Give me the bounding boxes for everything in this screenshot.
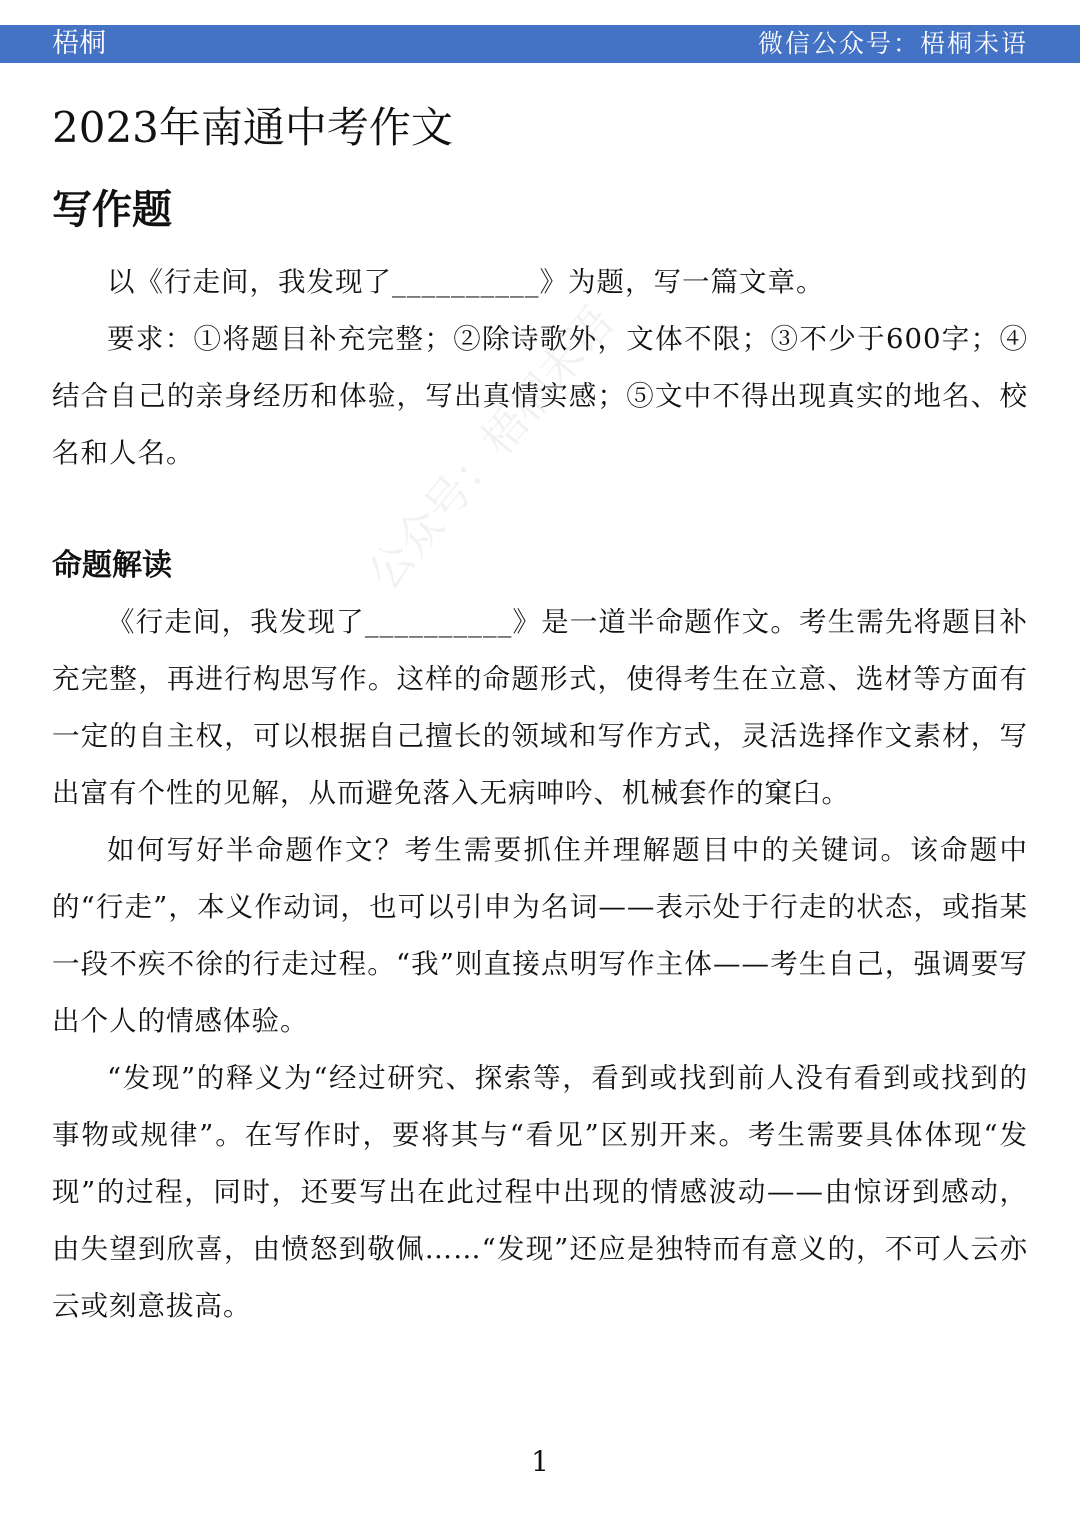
header-right-label: 微信公众号：梧桐未语 bbox=[757, 29, 1028, 58]
requirements-paragraph: 要求：①将题目补充完整；②除诗歌外，文体不限；③不少于600字；④结合自己的亲身经历和体验，写出真情实感；⑤文中不得出现真实的地名、校名和人名。 bbox=[52, 323, 1028, 469]
analysis-paragraph: 《行走间，我发现了__________》是一道半命题作文。考生需先将题目补充完整，再进行构思写作。这样的命题形式，使得考生在立意、选材等方面有一定的自主权，可以根据自己擅长的领域和写作方式，灵活选择作文素材，写出富有个性的见解，从而避免落入无病呻吟、机械套作的窠臼。 bbox=[52, 606, 1028, 809]
prompt-paragraph: 以《行走间，我发现了__________》为题，写一篇文章。 bbox=[107, 266, 825, 298]
prompt-block bbox=[52, 254, 1028, 482]
analysis-block bbox=[52, 594, 1028, 1335]
watermark-text: 公众号：梧桐未语 bbox=[358, 297, 624, 600]
page-number: 1 bbox=[531, 1445, 549, 1478]
header-left-label: 梧桐 bbox=[52, 28, 106, 59]
analysis-title: 命题解读 bbox=[52, 548, 172, 583]
section-title: 写作题 bbox=[52, 187, 172, 233]
analysis-paragraph: 如何写好半命题作文？考生需要抓住并理解题目中的关键词。该命题中的“行走”，本义作动词，也可以引申为名词——表示处于行走的状态，或指某一段不疾不徐的行走过程。“我”则直接点明写作主体——考生自己，强调要写出个人的情感体验。 bbox=[52, 834, 1028, 1037]
document-title: 2023年南通中考作文 bbox=[52, 103, 453, 152]
analysis-paragraph: “发现”的释义为“经过研究、探索等，看到或找到前人没有看到或找到的事物或规律”。在写作时，要将其与“看见”区别开来。考生需要具体体现“发现”的过程，同时，还要写出在此过程中出现的情感波动——由惊讶到感动，由失望到欣喜，由愤怒到敬佩……“发现”还应是独特而有意义的，不可人云亦云或刻意拔高。 bbox=[52, 1062, 1028, 1322]
page-header bbox=[0, 25, 1080, 63]
